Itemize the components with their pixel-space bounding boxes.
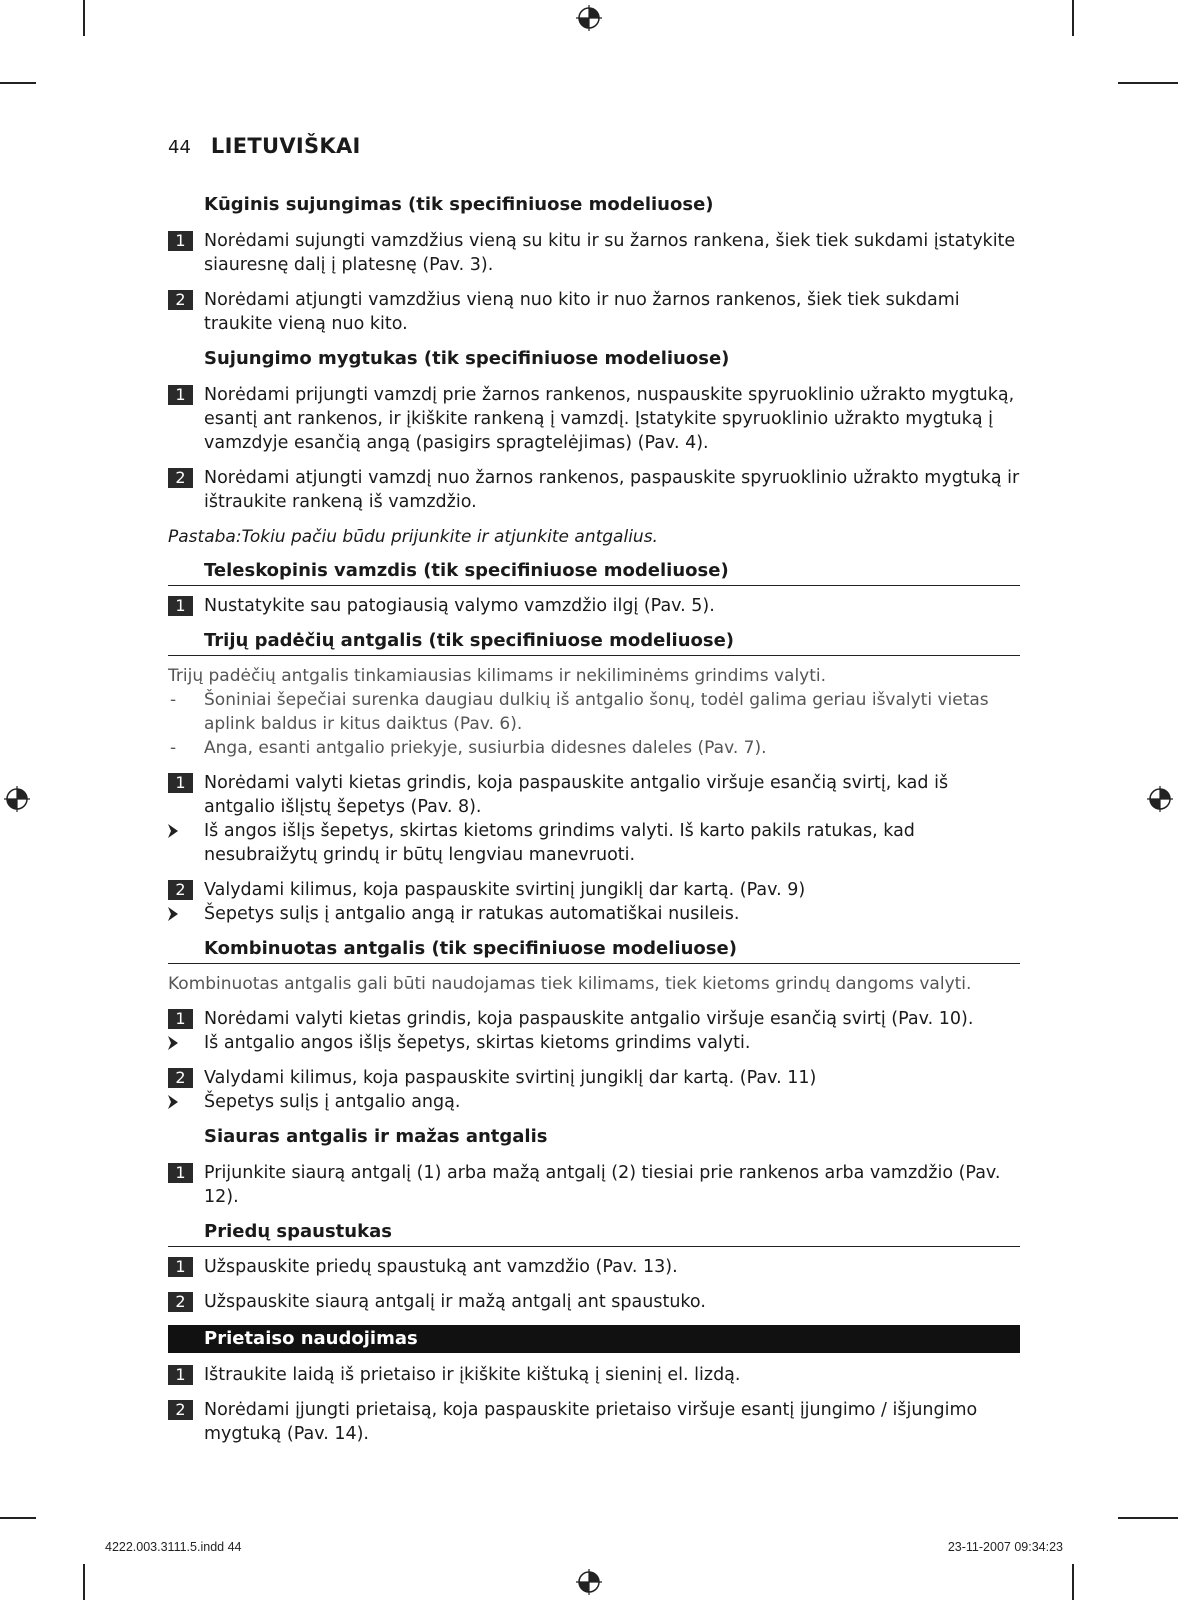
intro-paragraph: Kombinuotas antgalis gali būti naudojamas tiek kilimams, tiek kietoms grindų dangoms valyti. <box>168 974 972 994</box>
instruction-step <box>168 1398 1020 1446</box>
intro-paragraph: Trijų padėčių antgalis tinkamiausias kilimams ir nekiliminėms grindims valyti. <box>168 666 827 686</box>
step-text: Valydami kilimus, koja paspauskite svirtinį jungiklį dar kartą. (Pav. 9) <box>204 880 806 900</box>
result-text: Iš antgalio angos išlįs šepetys, skirtas kietoms grindims valyti. <box>204 1033 751 1053</box>
step-result <box>168 1031 1020 1055</box>
instruction-step <box>168 594 1020 618</box>
result-arrow-icon <box>168 1095 178 1109</box>
section-heading: Trijų padėčių antgalis (tik specifiniuose modeliuose) <box>168 629 1020 656</box>
crop-mark <box>1072 0 1074 36</box>
bullet-text: Šoniniai šepečiai surenka daugiau dulkių iš antgalio šonų, todėl galima geriau išvalyti vietas aplink baldus ir kitus daiktus (Pav. 6). <box>204 690 989 734</box>
bullet-dash: - <box>170 738 177 758</box>
step-text: Norėdami atjungti vamzdį nuo žarnos rankenos, paspauskite spyruoklinio užrakto mygtuką ir ištraukite rankeną iš vamzdžio. <box>204 468 1020 512</box>
step-text: Norėdami valyti kietas grindis, koja paspauskite antgalio viršuje esančią svirtį (Pav. 10). <box>204 1009 974 1029</box>
bullet-text: Anga, esanti antgalio priekyje, susiurbia didesnes daleles (Pav. 7). <box>204 738 767 758</box>
step-number-badge: 1 <box>168 596 193 616</box>
step-text: Ištraukite laidą iš prietaiso ir įkiškite kištuką į sieninį el. lizdą. <box>204 1365 741 1385</box>
page-header <box>168 134 361 158</box>
step-number-badge: 2 <box>168 1400 193 1420</box>
crop-mark <box>83 0 85 36</box>
registration-mark-icon <box>4 786 30 812</box>
manual-content <box>168 193 1020 1457</box>
crop-mark <box>1118 82 1178 84</box>
step-result <box>168 819 1020 867</box>
footer-timestamp: 23-11-2007 09:34:23 <box>947 1540 1063 1554</box>
step-text: Prijunkite siaurą antgalį (1) arba mažą antgalį (2) tiesiai prie rankenos arba vamzdžio (Pav. 12). <box>204 1163 1001 1207</box>
step-number-badge: 1 <box>168 1163 193 1183</box>
step-number-badge: 2 <box>168 1068 193 1088</box>
section-heading: Priedų spaustukas <box>168 1220 1020 1247</box>
step-text: Užspauskite priedų spaustuką ant vamzdžio (Pav. 13). <box>204 1257 678 1277</box>
crop-mark <box>1118 1517 1178 1519</box>
section-language-title: LIETUVIŠKAI <box>210 134 361 158</box>
bullet-item <box>168 736 1020 760</box>
instruction-step <box>168 1255 1020 1279</box>
crop-mark <box>83 1564 85 1600</box>
step-text: Norėdami valyti kietas grindis, koja paspauskite antgalio viršuje esančią svirtį, kad iš antgalio išlįstų šepetys (Pav. 8). <box>204 773 949 817</box>
crop-mark <box>1072 1564 1074 1600</box>
step-text: Nustatykite sau patogiausią valymo vamzdžio ilgį (Pav. 5). <box>204 596 715 616</box>
instruction-step <box>168 878 1020 902</box>
step-result <box>168 1090 1020 1114</box>
instruction-step <box>168 1066 1020 1090</box>
step-number-badge: 2 <box>168 880 193 900</box>
registration-mark-icon <box>576 1569 602 1595</box>
instruction-step <box>168 1363 1020 1387</box>
step-result <box>168 902 1020 926</box>
section-heading: Kombinuotas antgalis (tik specifiniuose modeliuose) <box>168 937 1020 964</box>
registration-mark-icon <box>1147 786 1173 812</box>
instruction-step <box>168 1161 1020 1209</box>
step-number-badge: 1 <box>168 231 193 251</box>
result-text: Šepetys sulįs į antgalio angą. <box>204 1092 461 1112</box>
registration-mark-icon <box>576 5 602 31</box>
crop-mark <box>0 1517 36 1519</box>
step-number-badge: 1 <box>168 773 193 793</box>
instruction-step <box>168 1007 1020 1031</box>
section-heading: Prietaiso naudojimas <box>168 1325 1020 1353</box>
section-heading: Sujungimo mygtukas (tik specifiniuose modeliuose) <box>204 348 730 369</box>
step-number-badge: 1 <box>168 1009 193 1029</box>
step-text: Valydami kilimus, koja paspauskite svirtinį jungiklį dar kartą. (Pav. 11) <box>204 1068 817 1088</box>
instruction-step <box>168 1290 1020 1314</box>
step-number-badge: 1 <box>168 385 193 405</box>
crop-mark <box>0 82 36 84</box>
step-text: Norėdami sujungti vamzdžius vieną su kitu ir su žarnos rankena, šiek tiek sukdami įstatykite siauresnę dalį į platesnę (Pav. 3). <box>204 231 1016 275</box>
step-number-badge: 2 <box>168 1292 193 1312</box>
footer-file-info: 4222.003.3111.5.indd 44 <box>105 1540 242 1554</box>
instruction-step <box>168 288 1020 336</box>
instruction-step <box>168 229 1020 277</box>
result-text: Iš angos išlįs šepetys, skirtas kietoms grindims valyti. Iš karto pakils ratukas, kad nesubraižytų grindų ir būtų lengviau manevruoti. <box>204 821 915 865</box>
step-text: Norėdami prijungti vamzdį prie žarnos rankenos, nuspauskite spyruoklinio užrakto mygtuką, esantį ant rankenos, ir įkiškite rankeną į vamzdį. Įstatykite spyruoklinio užrakto mygtuką į vamzdyje esančią angą (pasigirs spragtelėjimas) (Pav. 4). <box>204 385 1015 453</box>
section-heading: Kūginis sujungimas (tik specifiniuose modeliuose) <box>204 194 714 215</box>
section-heading: Siauras antgalis ir mažas antgalis <box>204 1126 548 1147</box>
page-number: 44 <box>168 137 191 158</box>
instruction-step <box>168 771 1020 819</box>
bullet-dash: - <box>170 690 177 710</box>
step-text: Norėdami atjungti vamzdžius vieną nuo kito ir nuo žarnos rankenos, šiek tiek sukdami traukite vieną nuo kito. <box>204 290 960 334</box>
instruction-step <box>168 466 1020 514</box>
bullet-item <box>168 688 1020 736</box>
result-arrow-icon <box>168 1036 178 1050</box>
note-text: Pastaba:Tokiu pačiu būdu prijunkite ir atjunkite antgalius. <box>168 527 658 547</box>
section-heading: Teleskopinis vamzdis (tik specifiniuose modeliuose) <box>168 559 1020 586</box>
step-number-badge: 1 <box>168 1365 193 1385</box>
step-number-badge: 2 <box>168 290 193 310</box>
step-text: Norėdami įjungti prietaisą, koja paspauskite prietaiso viršuje esantį įjungimo / išjungimo mygtuką (Pav. 14). <box>204 1400 978 1444</box>
result-arrow-icon <box>168 907 178 921</box>
step-number-badge: 2 <box>168 468 193 488</box>
result-text: Šepetys sulįs į antgalio angą ir ratukas automatiškai nusileis. <box>204 904 740 924</box>
step-number-badge: 1 <box>168 1257 193 1277</box>
instruction-step <box>168 383 1020 455</box>
result-arrow-icon <box>168 824 178 838</box>
step-text: Užspauskite siaurą antgalį ir mažą antgalį ant spaustuko. <box>204 1292 706 1312</box>
